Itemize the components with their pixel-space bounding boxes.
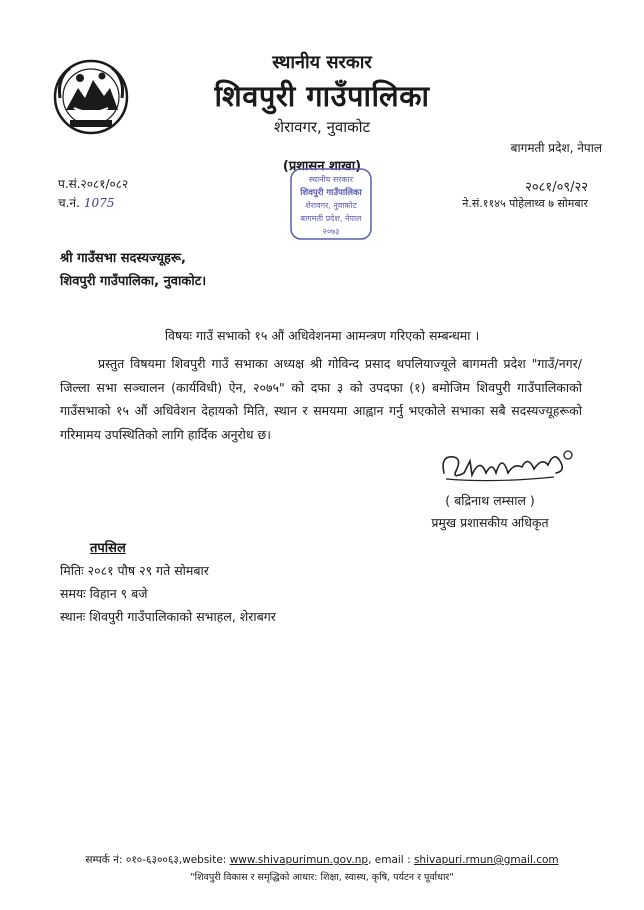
municipality-name: शिवपुरी गाउँपालिका: [214, 79, 430, 113]
stamp-line-5: २०७३: [322, 227, 340, 236]
footer-contact: [0, 853, 644, 867]
stamp-line-4: बागमती प्रदेश, नेपाल: [300, 214, 362, 223]
official-stamp: [288, 166, 374, 242]
letter-subject: विषयः गाउँ सभाको १५ औं अधिवेशनमा आमन्त्रण गरिएको सम्बन्धमा ।: [164, 328, 480, 343]
footer-tagline: "शिवपुरी विकास र समृद्धिको आधार: शिक्षा, स्वास्थ, कृषि, पर्यटन र पूर्वाधार": [190, 872, 454, 883]
schedule-heading: तपसिल: [90, 541, 126, 556]
reference-number: प.सं.२०८१/०८२: [58, 177, 129, 191]
nepal-sambat-date: ने.सं.११४५ पोहेलाथ्व ७ सोमबार: [462, 197, 588, 210]
letter-body: प्रस्तुत विषयमा शिवपुरी गाउँ सभाका अध्यक्ष श्री गोविन्द प्रसाद थपलियाज्यूले बागमती प्रदेश "गाउँ/नगर/जिल्ला सभा सञ्चालन (कार्यविधी) ऐन, २०७५" को दफा ३ को उपदफा (१) बमोजिम शिवपुरी गाउँपालिकाको गाउँसभाको १५ औं अधिवेशन देहायको मिति, स्थान र समयमा आह्वान गर्नु भएकोले सभाका सबै सदस्यज्यूहरूको गरिमामय उपस्थितिको लागि हार्दिक अनुरोध छ।: [60, 356, 582, 442]
email-label: , email :: [368, 854, 414, 866]
stamp-line-3: शेरावगर, नुवाकोट: [305, 201, 357, 210]
stamp-line-1: स्थानीय सरकार: [309, 175, 353, 184]
schedule-time: समयः विहान ९ बजे: [60, 586, 148, 601]
addressee-line-2: शिवपुरी गाउँपालिका, नुवाकोट।: [60, 274, 207, 289]
contact-label: सम्पर्क नं: ०१०-६३००६३,website:: [85, 854, 230, 866]
letter-date: २०८१/०९/२२: [525, 180, 588, 195]
schedule-venue: स्थानः शिवपुरी गाउँपालिकाको सभाहल, शेराबगर: [60, 609, 276, 624]
municipality-location: शेरावगर, नुवाकोट: [273, 118, 371, 136]
government-label: स्थानीय सरकार: [272, 52, 372, 73]
dispatch-number: [58, 194, 114, 211]
website-link[interactable]: www.shivapurimun.gov.np: [229, 854, 369, 866]
dispatch-value: 1075: [83, 196, 115, 210]
handwritten-signature: [436, 443, 576, 489]
email-link[interactable]: shivapuri.rmun@gmail.com: [413, 854, 559, 866]
addressee-line-1: श्री गाउँसभा सदस्यज्यूहरू,: [60, 251, 186, 266]
dispatch-label: च.नं.: [58, 196, 80, 210]
signatory-name: ( बद्रिनाथ लम्साल ): [445, 493, 535, 508]
stamp-line-2: शिवपुरी गाउँपालिका: [300, 188, 362, 198]
schedule-date: मितिः २०८१ पौष २९ गते सोमबार: [60, 563, 209, 578]
branch-label: (प्रशासन शाखा): [282, 159, 362, 174]
signatory-title: प्रमुख प्रशासकीय अधिकृत: [431, 515, 549, 530]
province-label: बागमती प्रदेश, नेपाल: [510, 141, 602, 155]
